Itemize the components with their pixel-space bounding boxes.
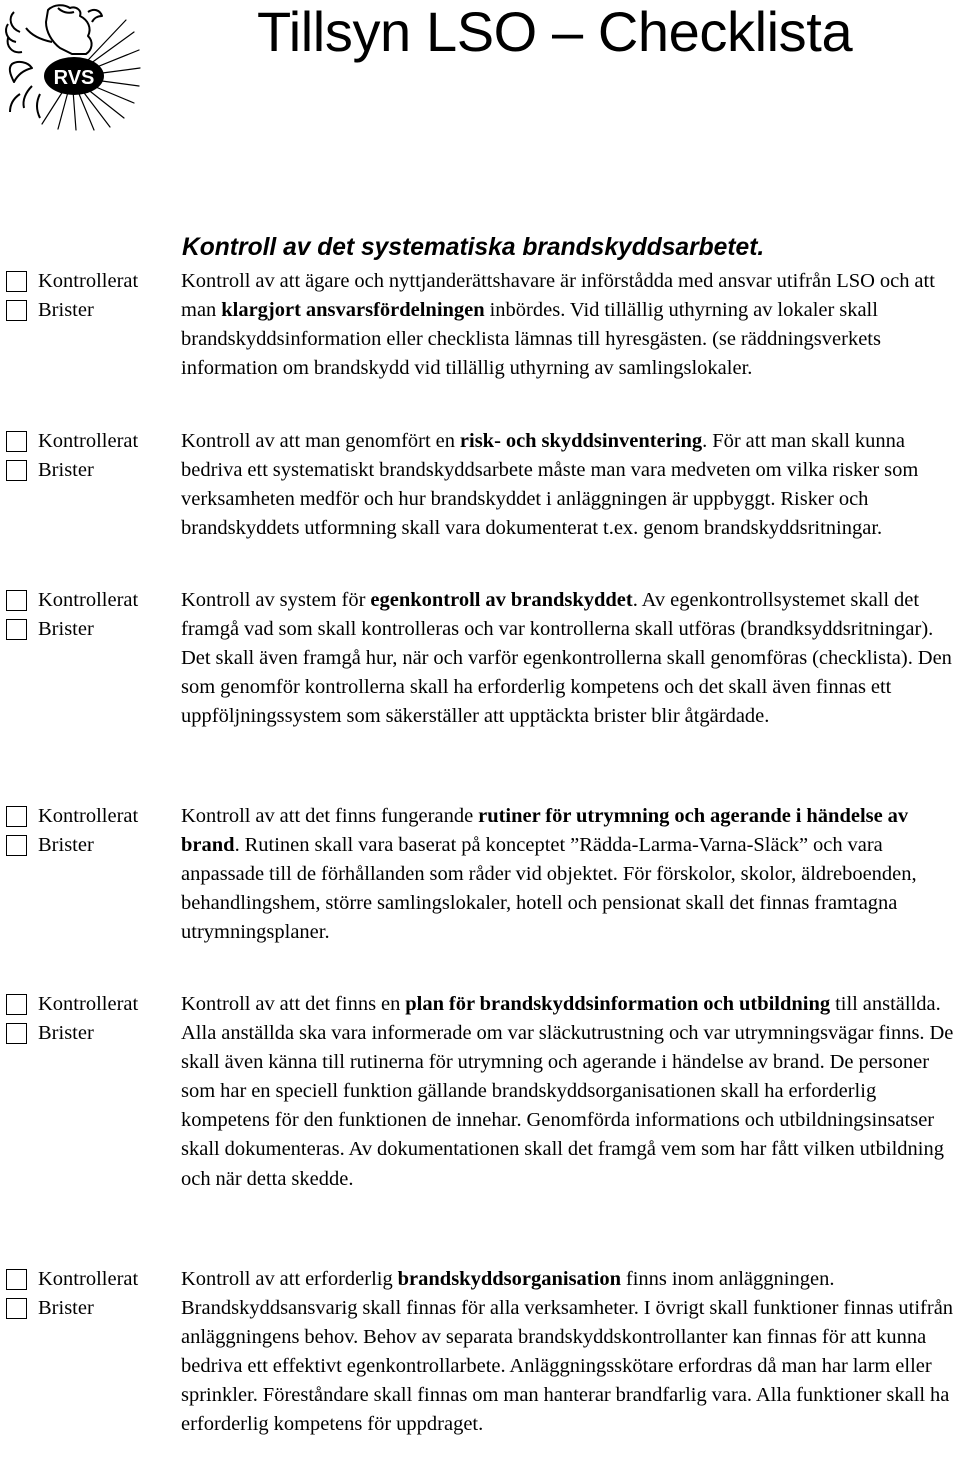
checklist-item-text (181, 267, 956, 383)
checkbox-group (6, 427, 176, 485)
emphasis-text: egenkontroll av brandskyddet (370, 589, 633, 611)
body-text: Kontroll av att det finns fungerande (181, 805, 479, 827)
checkbox-row-defects[interactable] (6, 456, 176, 485)
defects-label: Brister (38, 834, 94, 857)
body-text: finns inom anläggningen. Brandskyddsansvarig skall finnas för alla verksamheter. I övrigt skall funktioner finnas utifrån anläggningens behov. Behov av separata brandskyddskontrollanter kan finnas för att kunna bedriva ett effektivt egenkontrollarbete. Anläggningsskötare erfordras då man har larm eller sprinkler. Föreståndare skall finnas om man hanterar brandfarlig vara. Alla funktioner skall ha erforderlig kompetens för uppdraget. (181, 1268, 954, 1436)
checkbox-group (6, 1265, 176, 1323)
checkbox-row-defects[interactable] (6, 831, 176, 860)
body-text: Kontroll av att erforderlig (181, 1268, 398, 1290)
checklist-item-text (181, 586, 956, 731)
page-title: Tillsyn LSO – Checklista (257, 0, 853, 63)
checklist-item-text (181, 802, 956, 947)
checked-checkbox[interactable] (6, 994, 27, 1015)
emphasis-text: rutiner för utrymning och agerande i händelse av brand (181, 805, 909, 857)
checkbox-group (6, 267, 176, 325)
body-text: . För att man skall kunna bedriva ett systematiskt brandskyddsarbete måste man vara medveten om vilka risker som verksamheten medför och hur brandskyddet i anläggningen är uppbyggt. Risker och brandskyddets utformning skall vara dokumenterat t.ex. genom brandskyddsritningar. (181, 430, 919, 540)
defects-label: Brister (38, 1022, 94, 1045)
checkbox-row-checked[interactable] (6, 427, 176, 456)
checked-label: Kontrollerat (38, 805, 139, 827)
section-heading: Kontroll av det systematiska brandskyddsarbetet. (182, 234, 765, 261)
checkbox-row-checked[interactable] (6, 990, 176, 1019)
checkbox-row-checked[interactable] (6, 586, 176, 615)
defects-label: Brister (38, 618, 94, 641)
checkbox-group (6, 586, 176, 644)
defects-checkbox[interactable] (6, 1023, 27, 1044)
checkbox-row-checked[interactable] (6, 1265, 176, 1294)
defects-checkbox[interactable] (6, 619, 27, 640)
body-text: Kontroll av att ägare och nyttjanderättshavare är införstådda med ansvar utifrån LSO och att man (181, 270, 935, 322)
defects-checkbox[interactable] (6, 1298, 27, 1319)
checklist-item-text (181, 990, 956, 1194)
checkbox-row-defects[interactable] (6, 1294, 176, 1323)
checked-checkbox[interactable] (6, 271, 27, 292)
checkbox-group (6, 990, 176, 1048)
body-text: inbördes. Vid tillällig uthyrning av lokaler skall brandskyddsinformation eller checklista lämnas till hyresgästen. (se räddningsverkets information om brandskydd vid tillällig uthyrning av samlingslokaler. (181, 299, 881, 380)
emphasis-text: brandskyddsorganisation (397, 1268, 621, 1290)
defects-checkbox[interactable] (6, 835, 27, 856)
emphasis-text: plan för brandskyddsinformation och utbildning (405, 993, 831, 1015)
body-text: Kontroll av att det finns en (181, 993, 406, 1015)
checked-label: Kontrollerat (38, 993, 139, 1015)
checked-label: Kontrollerat (38, 430, 139, 452)
defects-checkbox[interactable] (6, 300, 27, 321)
body-text: . Rutinen skall vara baserat på konceptet ”Rädda-Larma-Varna-Släck” och vara anpassade till de förhållanden som råder vid objektet. För förskolor, skolor, äldreboenden, behandlingshem, större samlingslokaler, hotell och pensionat skall det finnas framtagna utrymningsplaner. (181, 834, 917, 944)
checkbox-row-defects[interactable] (6, 1019, 176, 1048)
checked-label: Kontrollerat (38, 1268, 139, 1290)
checkbox-row-checked[interactable] (6, 802, 176, 831)
checkbox-group (6, 802, 176, 860)
defects-checkbox[interactable] (6, 460, 27, 481)
checked-checkbox[interactable] (6, 1269, 27, 1290)
checkbox-row-checked[interactable] (6, 267, 176, 296)
checked-label: Kontrollerat (38, 270, 139, 292)
checkbox-row-defects[interactable] (6, 296, 176, 325)
checked-label: Kontrollerat (38, 589, 139, 611)
emphasis-text: klargjort ansvarsfördelningen (221, 299, 485, 322)
defects-label: Brister (38, 1297, 94, 1320)
checked-checkbox[interactable] (6, 590, 27, 611)
checkbox-row-defects[interactable] (6, 615, 176, 644)
body-text: till anställda. Alla anställda ska vara informerade om var släckutrustning och var utrymningsvägar finns. De skall även känna till rutinerna för utrymning och agerande i händelse av brand. De personer som har en speciell funktion gällande brandskyddsorganisationen skall ha erforderlig kompetens för den funktionen de innehar. Genomförda informations och utbildningsinsatser skall dokumenteras. Av dokumentationen skall det framgå vem som har fått vilken utbildning och när detta skedde. (181, 993, 954, 1190)
checklist-item-text (181, 427, 956, 543)
defects-label: Brister (38, 459, 94, 482)
defects-label: Brister (38, 299, 94, 322)
body-text: Kontroll av system för (181, 589, 371, 611)
emphasis-text: risk- och skyddsinventering (459, 430, 703, 452)
rvs-logo-icon (2, 2, 142, 132)
checklist-item-text (181, 1265, 956, 1440)
body-text: Kontroll av att man genomfört en (181, 430, 460, 452)
logo-text: RVS (53, 67, 95, 89)
checked-checkbox[interactable] (6, 806, 27, 827)
body-text: . Av egenkontrollsystemet skall det framgå vad som skall kontrolleras och var kontrollerna skall utföras (brandksyddsritningar). Det skall även framgå hur, när och varför egenkontrollerna skall genomföras (checklista). Den som genomför kontrollerna skall ha erforderlig kompetens och det skall även finnas ett uppföljningssystem som säkerställer att upptäckta brister blir åtgärdade. (181, 589, 952, 728)
checked-checkbox[interactable] (6, 431, 27, 452)
